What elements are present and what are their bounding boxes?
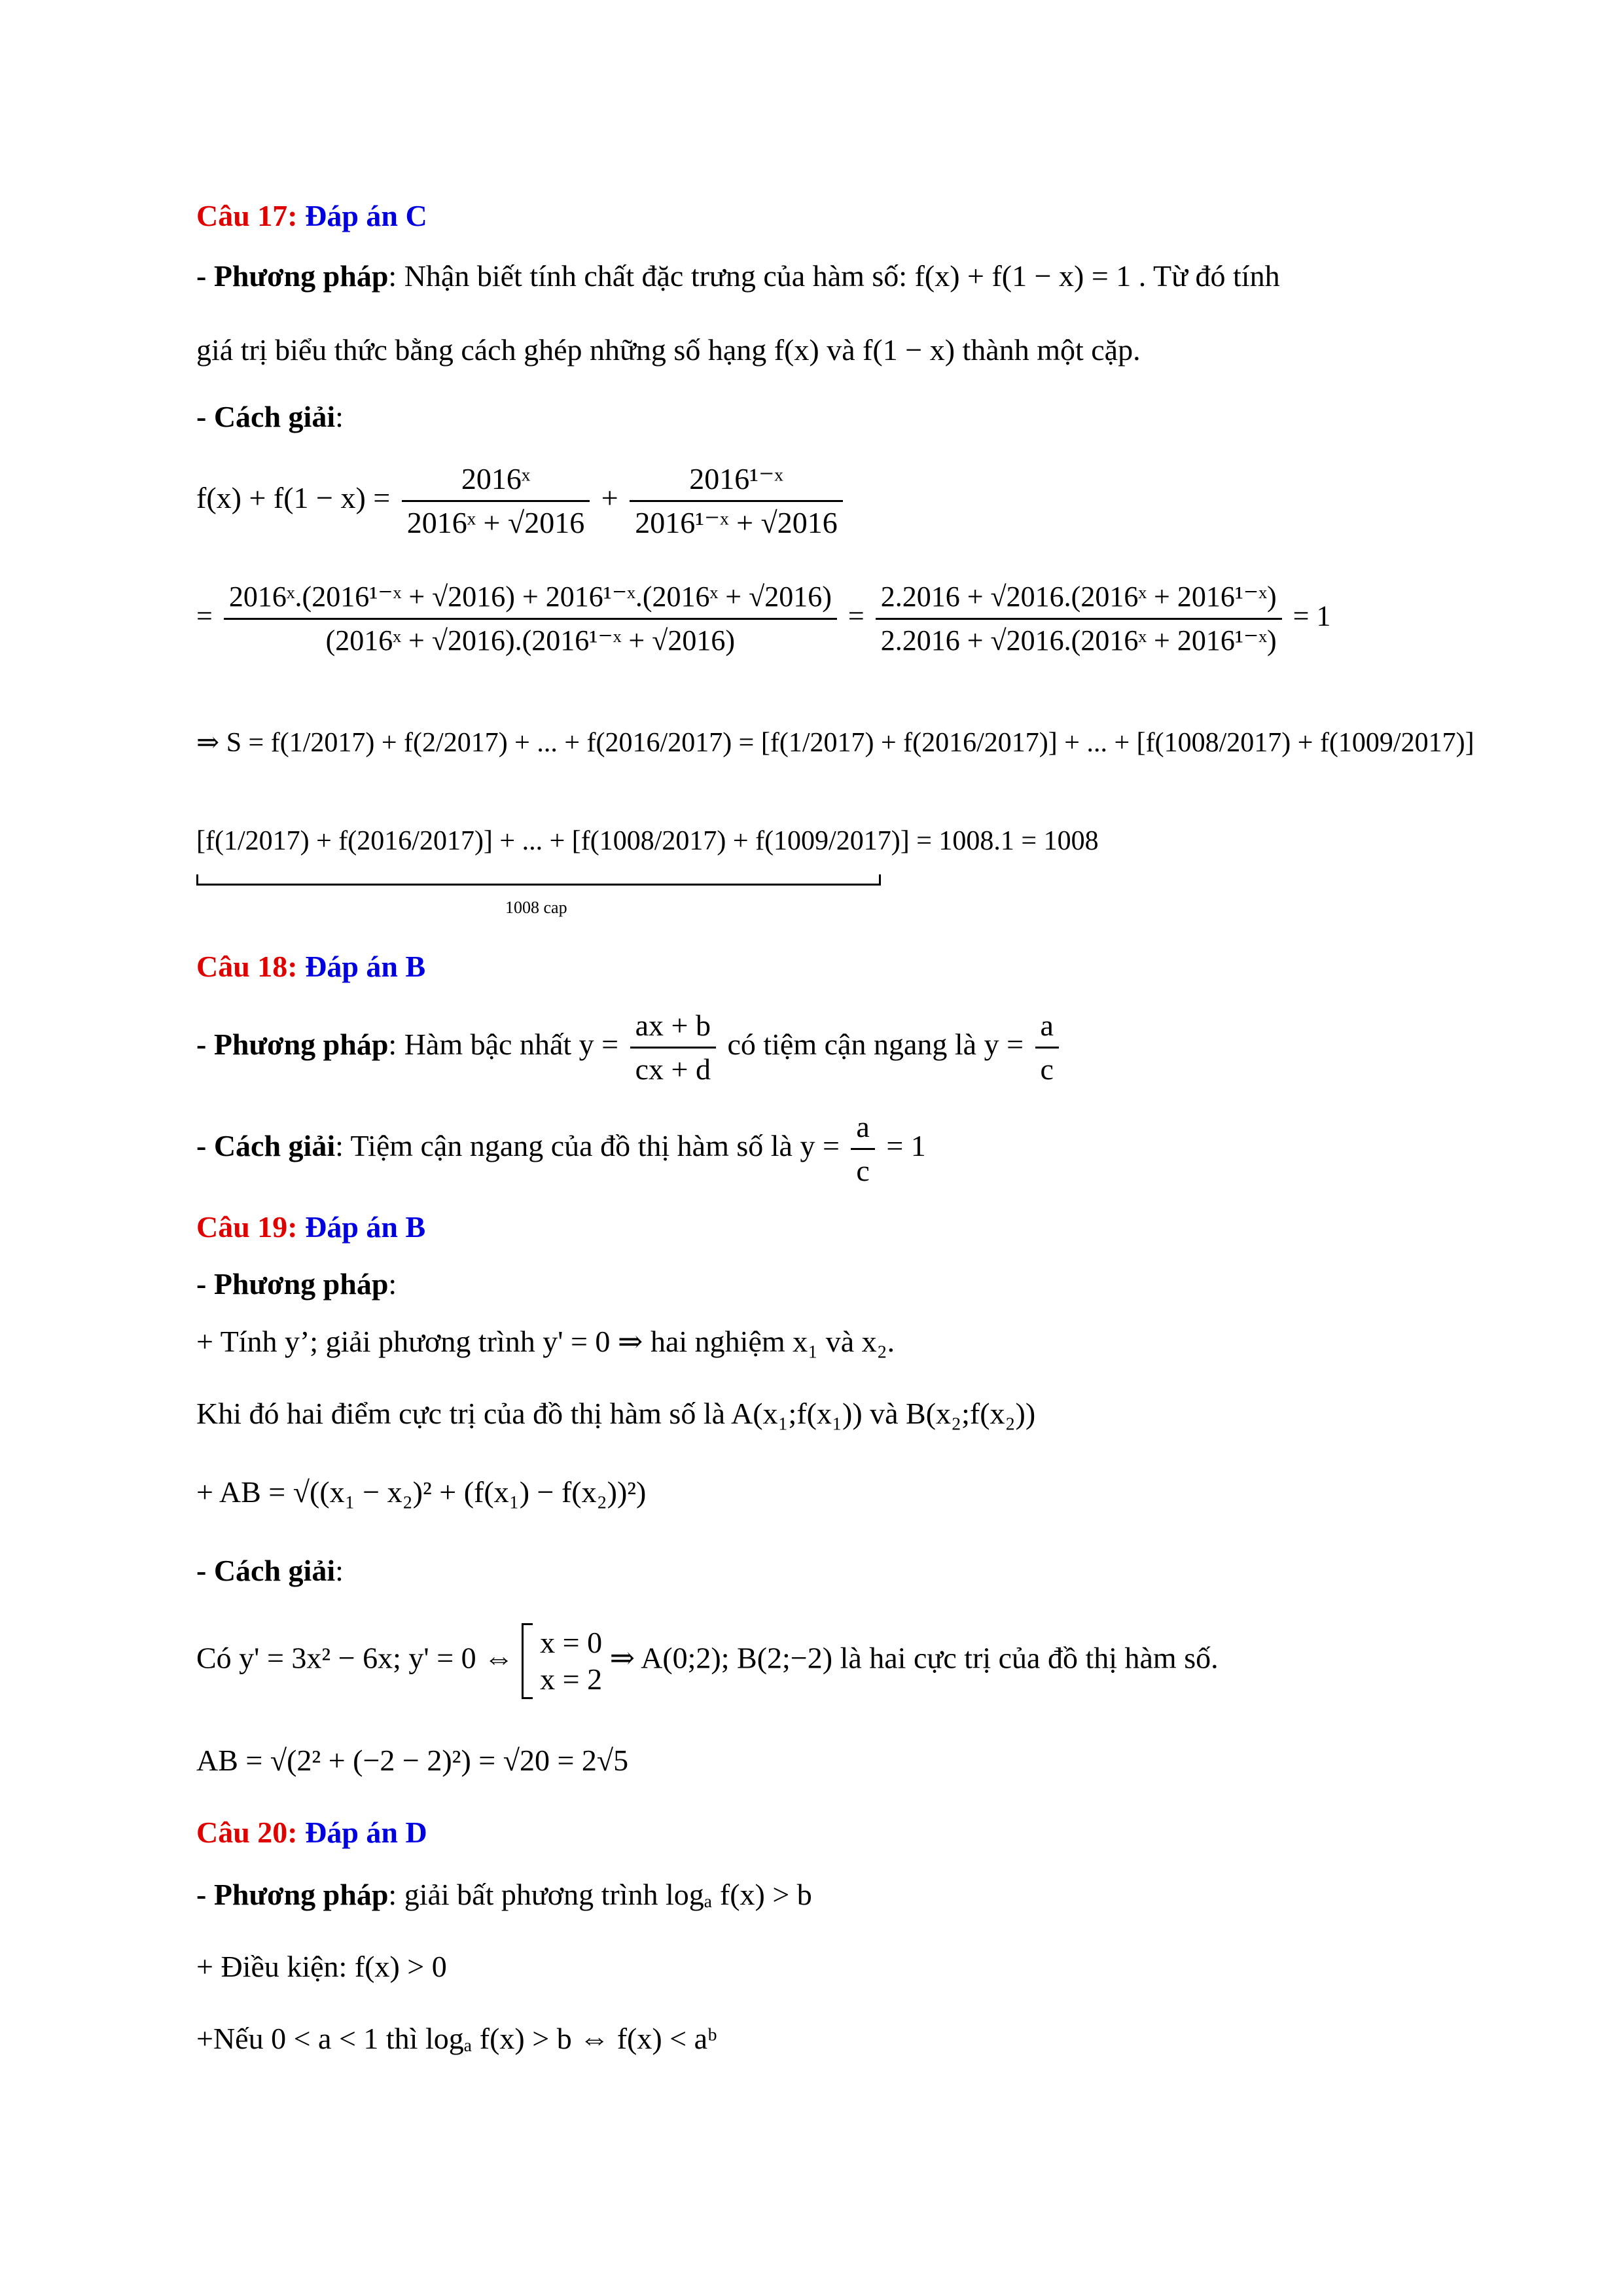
eq2-fraction-1 (224, 576, 837, 662)
numerator: 2016ˣ.(2016¹⁻ˣ + √2016) + 2016¹⁻ˣ.(2016ˣ + √2016) (224, 576, 837, 620)
q17-solution-label-line (196, 397, 344, 437)
colon: : (335, 1554, 344, 1587)
q19-method-label-line (196, 1265, 397, 1304)
denominator: 2.2016 + √2016.(2016ˣ + 2016¹⁻ˣ) (880, 624, 1277, 656)
case-1: x = 0 (540, 1626, 603, 1659)
underbrace (196, 874, 881, 886)
q20-method-line (196, 1875, 812, 1914)
step-2-text: Khi đó hai điểm cực trị của đồ thị hàm số là A(x₁;f(x₁)) và B(x₂;f(x₂)) (196, 1397, 1036, 1430)
method-fraction (630, 1005, 716, 1090)
solution-1-a: Có y' = 3x² − 6x; y' = 0 ⇔ (196, 1641, 514, 1675)
solution-label: - Cách giải (196, 1554, 336, 1587)
q19-step-1 (196, 1322, 895, 1361)
q18-method-line (196, 1005, 1063, 1090)
numerator: 2016ˣ (402, 458, 590, 502)
case-bracket (522, 1623, 533, 1699)
solution-label: - Cách giải (196, 400, 336, 433)
solution-fraction (851, 1106, 874, 1192)
method-label: - Phương pháp (196, 1028, 389, 1062)
step-3-text: + AB = √((x₁ − x₂)² + (f(x₁) − f(x₂))²) (196, 1475, 647, 1509)
cases (540, 1624, 602, 1698)
colon: : (335, 400, 344, 433)
solution-1-b: ⇒ A(0;2); B(2;−2) là hai cực trị của đồ thị hàm số. (609, 1641, 1219, 1675)
numerator: a (1035, 1005, 1059, 1049)
q17-equation-4 (196, 821, 1099, 861)
question-number: Câu 18: (196, 950, 298, 983)
answer-label: Đáp án B (305, 1210, 426, 1244)
solution-label: - Cách giải (196, 1129, 336, 1163)
method-text: : Hàm bậc nhất y = (388, 1028, 619, 1062)
method-label: - Phương pháp (196, 1267, 389, 1300)
solution-2-text: AB = √(2² + (−2 − 2)²) = √20 = 2√5 (196, 1744, 629, 1777)
q17-equation-1: f(x) + f(1 − x) = $\frac{\text{2016ˣ}}{\text{2016ˣ + √2016}}$ + $\frac{\text{2016¹⁻ˣ}}{\text{2016¹⁻ˣ + √2016}}$ (196, 458, 847, 544)
step-1-text: + Tính y’; giải phương trình y' = 0 ⇒ hai nghiệm x₁ và x₂. (196, 1325, 895, 1358)
method-text: : giải bất phương trình logₐ f(x) > b (388, 1878, 812, 1911)
eq3-text: ⇒ S = f(1/2017) + f(2/2017) + ... + f(2016/2017) = [f(1/2017) + f(2016/2017)] + ... + [f(1008/2017) + f(1009/2017)] (196, 728, 1474, 758)
eq1-fraction-2 (630, 458, 843, 544)
q20-case-1 (196, 2019, 717, 2058)
brace-label: 1008 cap (505, 898, 567, 917)
question-19-heading (196, 1208, 425, 1247)
q17-method-line-2 (196, 331, 1141, 370)
case-2: x = 2 (540, 1662, 603, 1696)
q17-equation-2: = $\frac{\text{2016ˣ.(2016¹⁻ˣ + √2016) + 2016¹⁻ˣ.(2016ˣ + √2016)}}{\text{(2016ˣ + √2016).(2016¹⁻ˣ + √2016)}}$ = $\frac{\text{2.2016 + √2016.(2016ˣ + 2016¹⁻ˣ)}}{\text{2.2016 + √2016.(2016ˣ + 2016¹⁻ˣ)}}$ = 1 (196, 576, 1330, 662)
denominator: cx + d (635, 1052, 711, 1086)
solution-text: : Tiệm cận ngang của đồ thị hàm số là y = (335, 1129, 840, 1163)
numerator: 2.2016 + √2016.(2016ˣ + 2016¹⁻ˣ) (876, 576, 1282, 620)
case-1-text: +Nếu 0 < a < 1 thì logₐ f(x) > b ⇔ f(x) < aᵇ (196, 2022, 717, 2055)
method-text-b: có tiệm cận ngang là y = (727, 1028, 1024, 1062)
eq1-lhs: f(x) + f(1 − x) = (196, 481, 391, 515)
answer-label: Đáp án B (305, 950, 426, 983)
numerator: ax + b (630, 1005, 716, 1049)
q17-method-line (196, 257, 1280, 296)
q17-equation-3 (196, 723, 1474, 762)
answer-label: Đáp án C (305, 199, 427, 232)
denominator: 2016ˣ + √2016 (406, 506, 585, 539)
q18-solution-line (196, 1106, 926, 1192)
eq2-fraction-2 (876, 576, 1282, 662)
question-20-heading (196, 1813, 427, 1852)
numerator: a (851, 1106, 874, 1150)
condition-text: + Điều kiện: f(x) > 0 (196, 1950, 447, 1983)
q19-solution-label-line (196, 1551, 344, 1590)
numerator: 2016¹⁻ˣ (630, 458, 843, 502)
question-18-heading (196, 947, 425, 986)
eq4-text: [f(1/2017) + f(2016/2017)] + ... + [f(1008/2017) + f(1009/2017)] = 1008.1 = 1008 (196, 826, 1099, 856)
question-number: Câu 19: (196, 1210, 298, 1244)
question-17-heading (196, 196, 427, 236)
question-number: Câu 20: (196, 1816, 298, 1849)
asymptote-fraction (1035, 1005, 1059, 1090)
colon: : (388, 1267, 397, 1300)
eq1-fraction-1 (402, 458, 590, 544)
eq2-result: = 1 (1293, 600, 1331, 632)
q19-step-2 (196, 1394, 1035, 1433)
q20-condition (196, 1947, 447, 1986)
q19-solution-2 (196, 1741, 628, 1780)
answer-label: Đáp án D (305, 1816, 427, 1849)
denominator: (2016ˣ + √2016).(2016¹⁻ˣ + √2016) (325, 624, 736, 656)
method-label: - Phương pháp (196, 1878, 389, 1911)
q19-step-3 (196, 1473, 646, 1512)
q19-solution-1 (196, 1623, 1219, 1699)
solution-result: = 1 (886, 1129, 926, 1163)
denominator: c (1040, 1052, 1054, 1086)
question-number: Câu 17: (196, 199, 298, 232)
denominator: c (856, 1154, 870, 1187)
denominator: 2016¹⁻ˣ + √2016 (635, 506, 838, 539)
method-label: - Phương pháp (196, 259, 389, 293)
method-text: : Nhận biết tính chất đặc trưng của hàm số: f(x) + f(1 − x) = 1 . Từ đó tính (388, 259, 1280, 293)
method-text-2: giá trị biểu thức bằng cách ghép những số hạng f(x) và f(1 − x) thành một cặp. (196, 333, 1141, 367)
